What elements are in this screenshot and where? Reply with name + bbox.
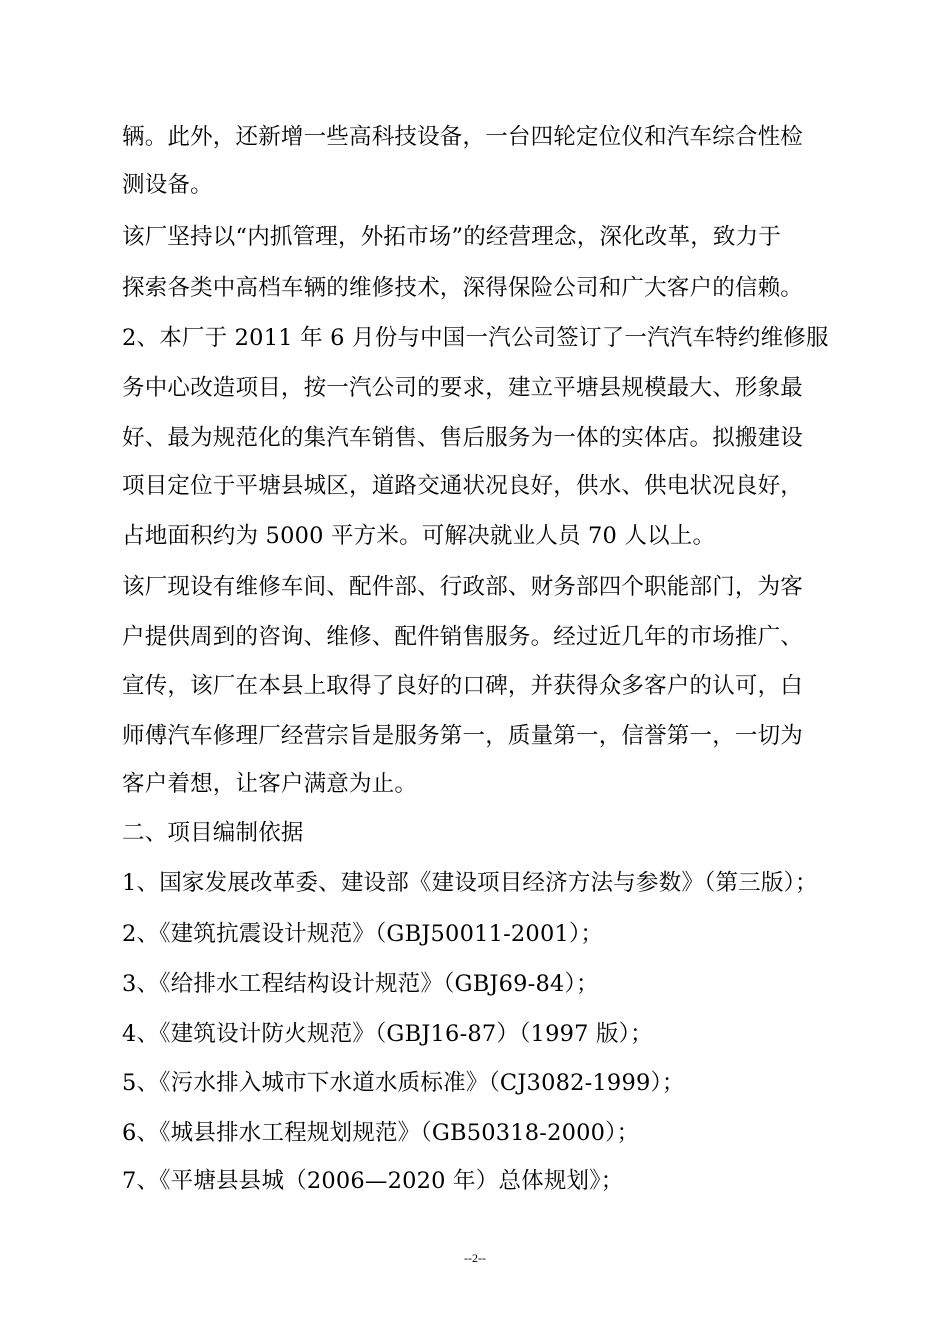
body-line: 2、本厂于 2011 年 6 月份与中国一汽公司签订了一汽汽车特约维修服	[122, 325, 829, 351]
reference-item: 2、《建筑抗震设计规范》（GBJ50011-2001）；	[122, 921, 604, 947]
reference-item: 3、《给排水工程结构设计规范》（GBJ69-84）；	[122, 971, 599, 997]
body-line: 户提供周到的咨询、维修、配件销售服务。经过近几年的市场推广、	[122, 624, 804, 650]
body-line: 师傅汽车修理厂经营宗旨是服务第一，质量第一，信誉第一，一切为	[122, 723, 804, 749]
reference-item: 5、《污水排入城市下水道水质标准》（CJ3082-1999）；	[122, 1070, 685, 1096]
body-line: 客户着想，让客户满意为止。	[122, 771, 418, 797]
body-line: 宣传，该厂在本县上取得了良好的口碑，并获得众多客户的认可，白	[122, 673, 804, 699]
body-line: 项目定位于平塘县城区，道路交通状况良好，供水、供电状况良好，	[122, 473, 804, 499]
body-line: 好、最为规范化的集汽车销售、售后服务为一体的实体店。拟搬建设	[122, 425, 804, 451]
reference-item: 7、《平塘县县城（2006—2020 年）总体规划》；	[122, 1168, 624, 1194]
body-line: 该厂现设有维修车间、配件部、行政部、财务部四个职能部门，为客	[122, 574, 804, 600]
reference-item: 1、国家发展改革委、建设部《建设项目经济方法与参数》（第三版）；	[122, 870, 818, 896]
reference-item: 6、《城县排水工程规划规范》（GB50318-2000）；	[122, 1120, 640, 1146]
body-line: 该厂坚持以“内抓管理，外拓市场”的经营理念，深化改革，致力于	[122, 224, 782, 250]
body-line: 占地面积约为 5000 平方米。可解决就业人员 70 人以上。	[122, 523, 716, 549]
body-line: 测设备。	[122, 172, 213, 198]
body-line: 务中心改造项目，按一汽公司的要求，建立平塘县规模最大、形象最	[122, 375, 804, 401]
section-heading: 二、项目编制依据	[122, 820, 304, 846]
page-number: --2--	[464, 1251, 486, 1265]
reference-item: 4、《建筑设计防火规范》（GBJ16-87）（1997 版）；	[122, 1021, 653, 1047]
body-line: 探索各类中高档车辆的维修技术，深得保险公司和广大客户的信赖。	[122, 275, 804, 301]
body-line: 辆。此外，还新增一些高科技设备，一台四轮定位仪和汽车综合性检	[122, 124, 804, 150]
